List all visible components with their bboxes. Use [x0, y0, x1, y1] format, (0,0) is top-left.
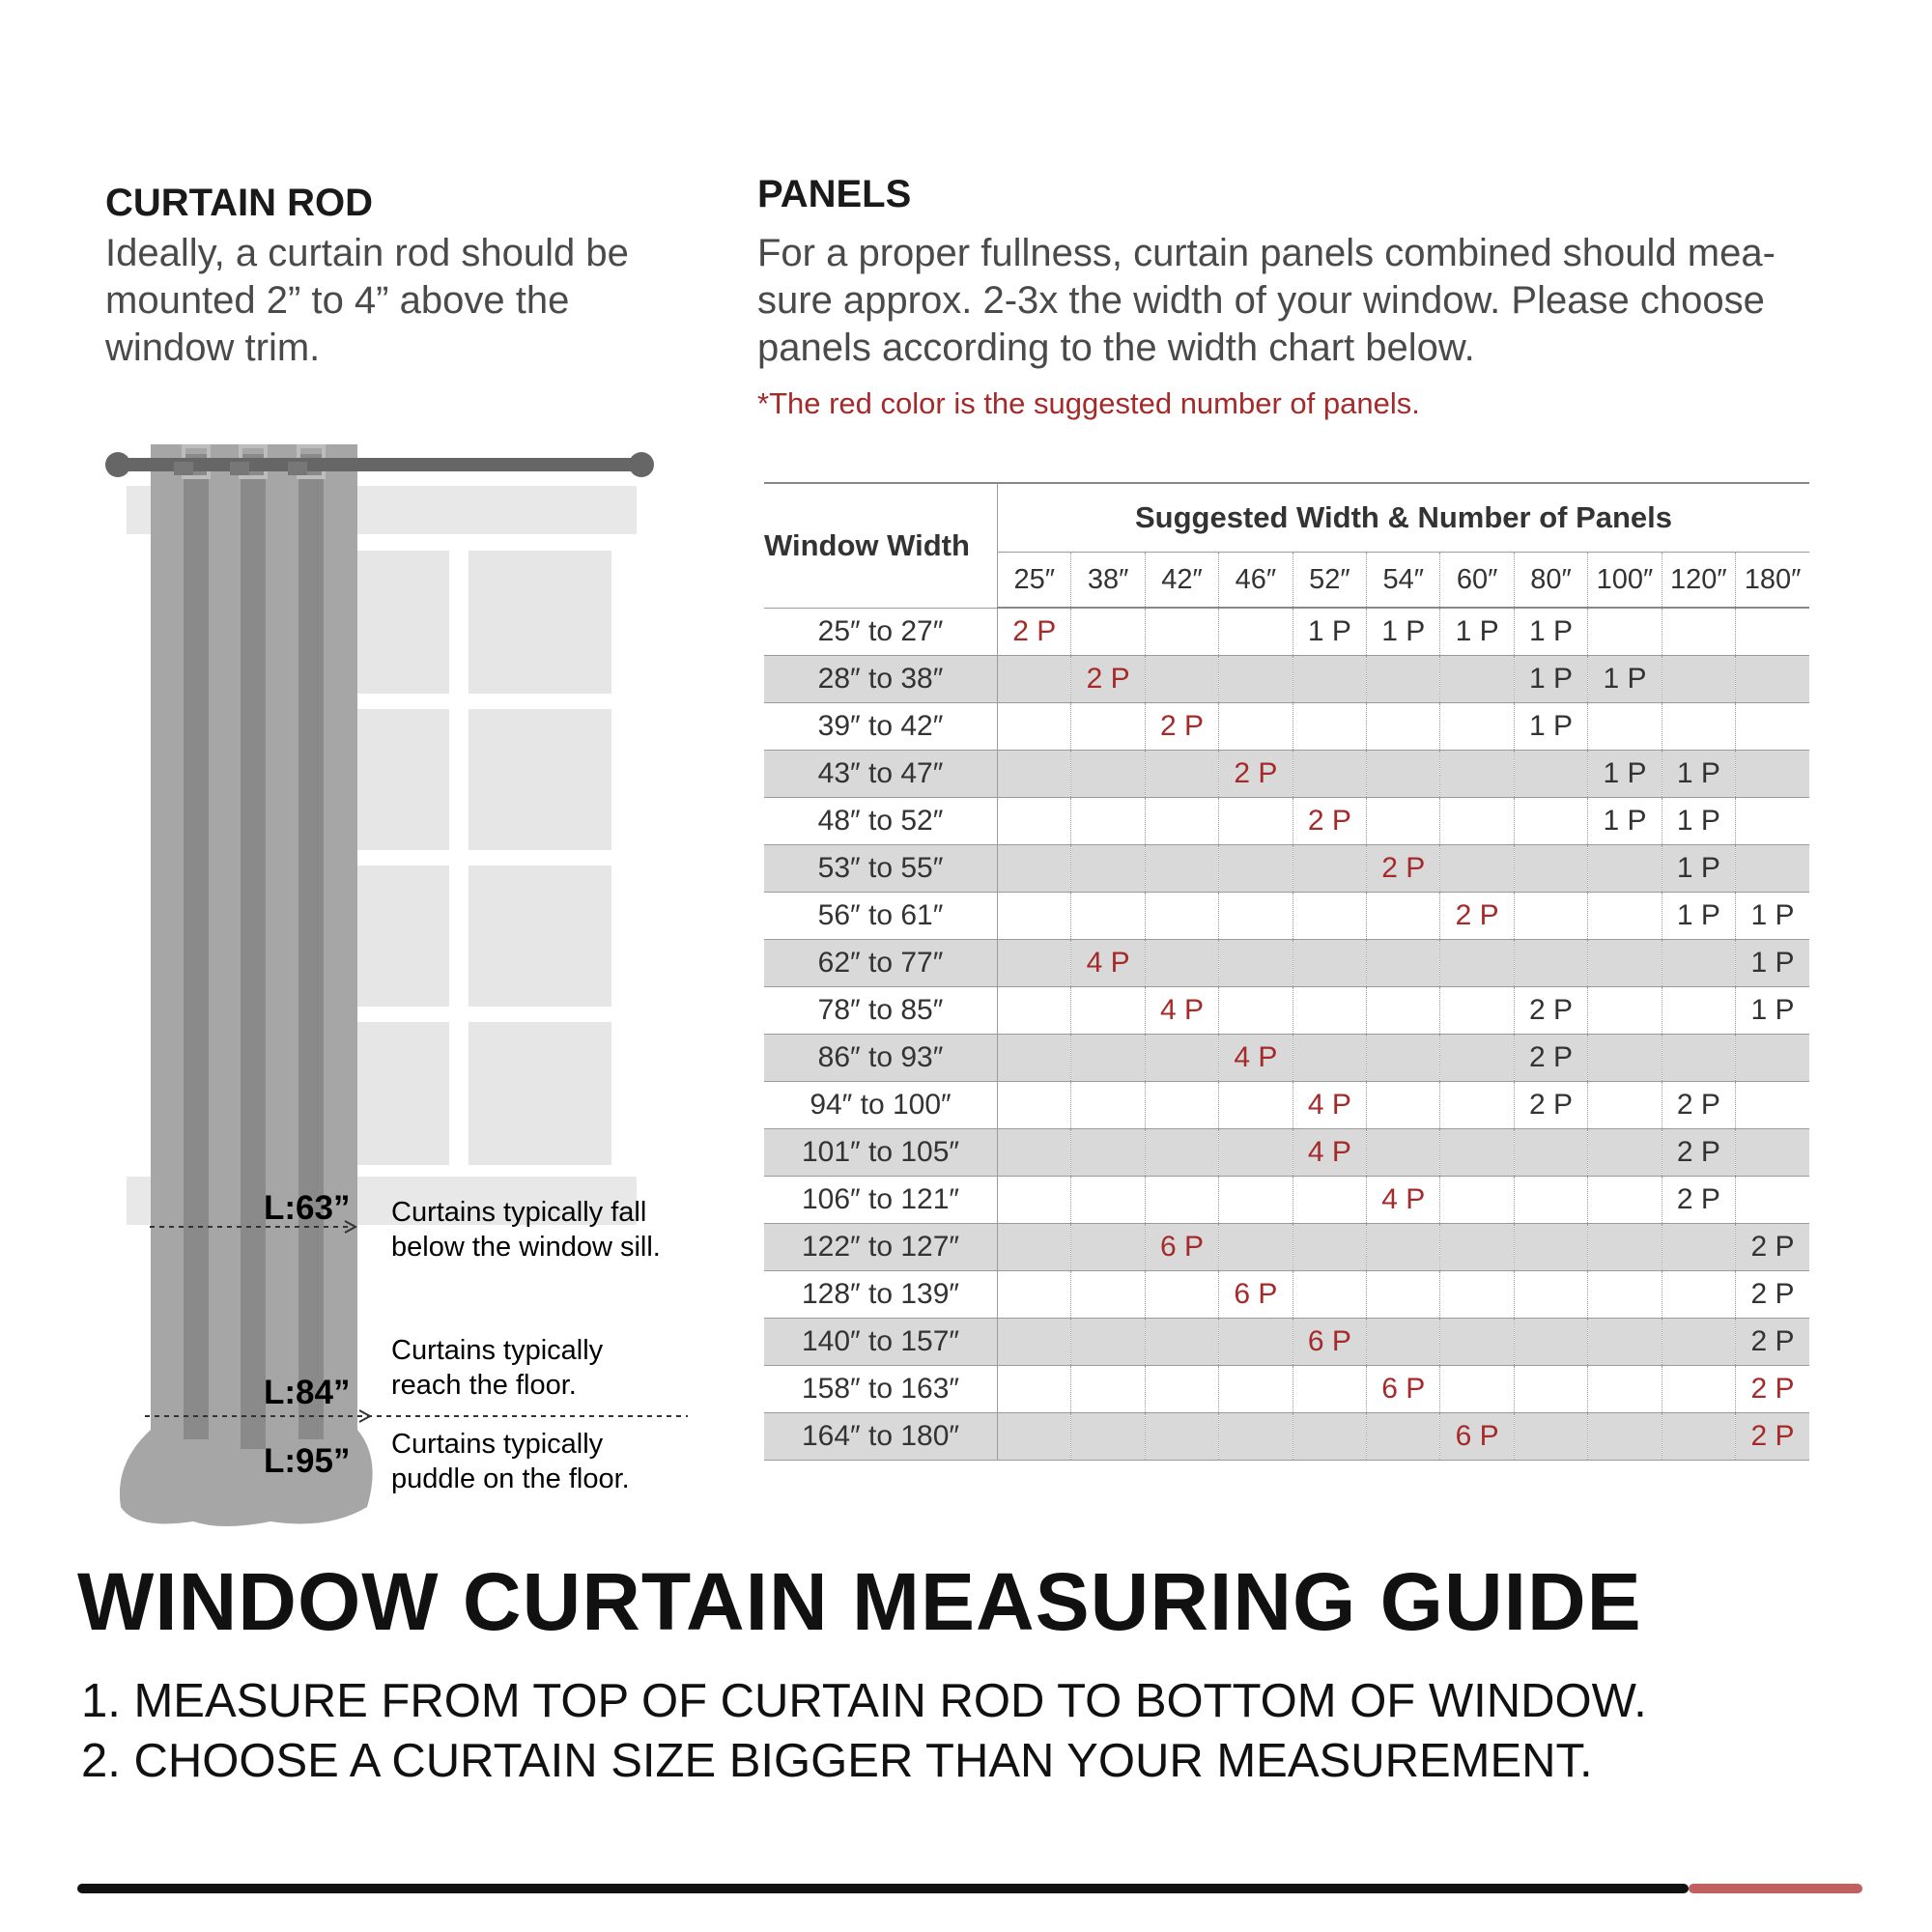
panel-count-cell	[1145, 1318, 1218, 1365]
panel-count-cell	[1588, 1318, 1662, 1365]
panel-count-cell	[1440, 1318, 1514, 1365]
window-width-range: 86″ to 93″	[764, 1034, 998, 1081]
panel-count-cell	[1588, 702, 1662, 750]
panel-count-cell: 2 P	[1514, 1081, 1587, 1128]
panel-count-cell: 6 P	[1145, 1223, 1218, 1270]
width-column-header: 80″	[1514, 553, 1587, 609]
panel-count-cell	[1367, 1412, 1440, 1460]
window-width-range: 25″ to 27″	[764, 608, 998, 655]
table-row	[764, 608, 1809, 655]
length-label-63: L:63”	[264, 1189, 351, 1227]
panel-count-cell	[1145, 844, 1218, 892]
panel-count-cell: 1 P	[1736, 986, 1809, 1034]
panel-count-cell	[1440, 844, 1514, 892]
window-width-range: 78″ to 85″	[764, 986, 998, 1034]
panel-count-cell: 4 P	[1367, 1176, 1440, 1223]
table-row	[764, 939, 1809, 986]
window-width-range: 39″ to 42″	[764, 702, 998, 750]
panel-count-cell	[1145, 750, 1218, 797]
table-row	[764, 844, 1809, 892]
panel-count-cell	[1588, 1365, 1662, 1412]
panel-count-cell: 2 P	[1440, 892, 1514, 939]
panel-count-cell: 4 P	[1071, 939, 1145, 986]
width-column-header: 180″	[1736, 553, 1809, 609]
panel-count-cell	[1367, 892, 1440, 939]
panel-count-cell	[1219, 1176, 1293, 1223]
panel-count-cell	[998, 702, 1071, 750]
panel-count-cell	[1440, 750, 1514, 797]
panel-count-cell: 2 P	[1367, 844, 1440, 892]
panel-count-cell	[1219, 892, 1293, 939]
panel-count-cell: 1 P	[1367, 608, 1440, 655]
panel-count-cell	[1367, 939, 1440, 986]
panel-count-cell	[1662, 1270, 1735, 1318]
panel-count-cell	[1514, 1412, 1587, 1460]
panel-count-cell	[1219, 1223, 1293, 1270]
panel-count-cell	[1440, 986, 1514, 1034]
panel-count-cell	[1514, 939, 1587, 986]
panel-count-cell: 2 P	[1736, 1223, 1809, 1270]
panel-count-cell	[1219, 1365, 1293, 1412]
width-column-header: 38″	[1071, 553, 1145, 609]
panel-count-cell	[1219, 844, 1293, 892]
panel-count-cell: 4 P	[1219, 1034, 1293, 1081]
panel-count-cell	[1367, 655, 1440, 702]
window-width-range: 122″ to 127″	[764, 1223, 998, 1270]
panel-count-cell	[1514, 797, 1587, 844]
panel-count-cell	[1736, 1081, 1809, 1128]
panel-count-cell: 1 P	[1662, 750, 1735, 797]
panel-count-cell: 2 P	[1514, 986, 1587, 1034]
panel-count-cell	[1588, 1270, 1662, 1318]
panel-count-cell: 2 P	[1736, 1412, 1809, 1460]
panel-count-cell: 1 P	[1662, 844, 1735, 892]
panel-count-cell	[1219, 702, 1293, 750]
panel-count-cell	[1293, 1223, 1366, 1270]
panel-count-cell	[1736, 844, 1809, 892]
panel-count-cell	[1367, 1318, 1440, 1365]
panel-count-cell	[1293, 986, 1366, 1034]
fall-text-84: reach the floor.	[391, 1370, 577, 1401]
fall-text-84: Curtains typically	[391, 1335, 604, 1366]
width-column-header: 60″	[1440, 553, 1514, 609]
table-row	[764, 1412, 1809, 1460]
panel-count-cell	[1367, 1223, 1440, 1270]
panel-count-cell	[1219, 1081, 1293, 1128]
panel-count-cell	[1219, 986, 1293, 1034]
panel-count-cell	[1071, 1081, 1145, 1128]
panel-count-cell	[1219, 797, 1293, 844]
panel-count-cell: 1 P	[1736, 892, 1809, 939]
panel-count-cell	[1293, 1270, 1366, 1318]
table-row	[764, 1223, 1809, 1270]
panel-count-cell	[1588, 1128, 1662, 1176]
panel-count-cell: 1 P	[1514, 655, 1587, 702]
curtain-panel-graphic	[120, 444, 373, 1526]
panel-count-cell	[998, 1034, 1071, 1081]
fall-text-95: Curtains typically	[391, 1429, 604, 1460]
panel-count-cell: 1 P	[1736, 939, 1809, 986]
red-color-note: *The red color is the suggested number of panels.	[757, 386, 1420, 420]
panel-count-cell: 4 P	[1145, 986, 1218, 1034]
panel-count-cell: 4 P	[1293, 1081, 1366, 1128]
table-row	[764, 702, 1809, 750]
panel-count-cell	[1145, 797, 1218, 844]
panel-count-cell	[1736, 750, 1809, 797]
panel-count-cell	[1662, 655, 1735, 702]
panel-count-cell	[1071, 1176, 1145, 1223]
panel-count-cell: 1 P	[1588, 750, 1662, 797]
panel-count-cell	[1071, 608, 1145, 655]
panel-count-cell: 4 P	[1293, 1128, 1366, 1176]
panel-count-cell	[1145, 1365, 1218, 1412]
table-row	[764, 1081, 1809, 1128]
panel-count-cell	[1071, 986, 1145, 1034]
panel-count-cell	[1736, 1176, 1809, 1223]
panels-line: For a proper fullness, curtain panels combined should mea-	[757, 232, 1776, 274]
panel-count-cell	[1514, 1128, 1587, 1176]
panel-count-cell	[1071, 750, 1145, 797]
panel-count-cell	[1588, 892, 1662, 939]
table-row	[764, 1270, 1809, 1318]
panel-count-cell	[1736, 608, 1809, 655]
fall-text-63: Curtains typically fall	[391, 1197, 647, 1228]
panel-count-cell	[1293, 655, 1366, 702]
panel-count-cell	[1071, 1223, 1145, 1270]
panel-count-cell: 1 P	[1588, 655, 1662, 702]
panel-count-cell: 6 P	[1293, 1318, 1366, 1365]
window-width-range: 56″ to 61″	[764, 892, 998, 939]
panel-count-cell	[1662, 608, 1735, 655]
panel-count-cell	[1071, 1365, 1145, 1412]
panel-count-cell	[1145, 939, 1218, 986]
panel-count-cell	[1514, 1176, 1587, 1223]
panel-count-cell	[998, 1223, 1071, 1270]
panel-count-cell	[1293, 844, 1366, 892]
table-row	[764, 1176, 1809, 1223]
panel-count-cell	[1071, 892, 1145, 939]
table-row	[764, 750, 1809, 797]
panel-count-cell	[1440, 702, 1514, 750]
panel-count-cell	[1440, 655, 1514, 702]
panel-count-cell: 2 P	[1662, 1081, 1735, 1128]
panel-count-cell: 1 P	[1293, 608, 1366, 655]
panel-count-cell	[1071, 1412, 1145, 1460]
panel-count-cell	[1071, 844, 1145, 892]
panel-count-cell	[1293, 939, 1366, 986]
panel-count-cell	[1071, 1270, 1145, 1318]
panel-count-cell	[998, 1270, 1071, 1318]
panel-count-cell	[998, 892, 1071, 939]
width-column-header: 46″	[1219, 553, 1293, 609]
panel-count-cell	[1662, 939, 1735, 986]
panel-count-cell: 2 P	[1219, 750, 1293, 797]
panel-count-cell	[1588, 608, 1662, 655]
window-width-range: 101″ to 105″	[764, 1128, 998, 1176]
panel-width-chart	[764, 482, 1809, 1461]
panel-count-cell	[1367, 702, 1440, 750]
panel-count-cell	[998, 844, 1071, 892]
window-width-range: 158″ to 163″	[764, 1365, 998, 1412]
panel-count-cell	[1588, 1412, 1662, 1460]
panel-count-cell	[1588, 1223, 1662, 1270]
panel-count-cell	[1367, 1081, 1440, 1128]
panel-count-cell	[1440, 1176, 1514, 1223]
panel-count-cell	[1219, 1412, 1293, 1460]
window-width-range: 48″ to 52″	[764, 797, 998, 844]
panel-count-cell	[1440, 1034, 1514, 1081]
panel-count-cell	[1219, 1318, 1293, 1365]
panel-count-cell	[1367, 797, 1440, 844]
window-width-range: 43″ to 47″	[764, 750, 998, 797]
width-column-header: 25″	[998, 553, 1071, 609]
panel-count-cell	[1219, 939, 1293, 986]
panel-count-cell: 2 P	[1662, 1128, 1735, 1176]
panel-count-cell	[1736, 655, 1809, 702]
rod-line: Ideally, a curtain rod should be	[105, 232, 629, 274]
panel-count-cell	[1219, 655, 1293, 702]
panel-count-cell	[1440, 1081, 1514, 1128]
panel-count-cell	[1514, 1365, 1587, 1412]
panel-count-cell	[1440, 1128, 1514, 1176]
panel-count-cell	[998, 1412, 1071, 1460]
panel-count-cell	[1588, 939, 1662, 986]
panel-count-cell	[1736, 1128, 1809, 1176]
panel-count-cell	[1440, 797, 1514, 844]
panel-count-cell	[1514, 892, 1587, 939]
panel-count-cell	[1367, 1128, 1440, 1176]
panel-count-cell	[1662, 1034, 1735, 1081]
table-row	[764, 1318, 1809, 1365]
panel-count-cell	[1440, 1365, 1514, 1412]
window-width-range: 94″ to 100″	[764, 1081, 998, 1128]
table-row	[764, 797, 1809, 844]
curtain-illustration	[0, 415, 734, 1555]
panel-count-cell	[998, 1365, 1071, 1412]
panel-count-cell: 2 P	[1736, 1318, 1809, 1365]
table-row	[764, 986, 1809, 1034]
panel-count-cell	[1736, 797, 1809, 844]
panel-count-cell: 2 P	[1736, 1365, 1809, 1412]
footer-bar-red	[1689, 1884, 1862, 1893]
table-body	[764, 608, 1809, 1460]
panel-count-cell: 1 P	[1662, 797, 1735, 844]
panel-count-cell: 2 P	[1662, 1176, 1735, 1223]
panel-count-cell	[1145, 608, 1218, 655]
panel-count-cell	[1293, 702, 1366, 750]
panel-count-cell	[1145, 1128, 1218, 1176]
panels-line: sure approx. 2-3x the width of your window. Please choose	[757, 279, 1765, 322]
length-label-84: L:84”	[264, 1374, 351, 1411]
panel-count-cell: 2 P	[1071, 655, 1145, 702]
window-width-range: 53″ to 55″	[764, 844, 998, 892]
panel-count-cell	[1145, 1412, 1218, 1460]
window-width-range: 128″ to 139″	[764, 1270, 998, 1318]
panel-count-cell: 2 P	[1736, 1270, 1809, 1318]
width-column-header: 52″	[1293, 553, 1366, 609]
panel-count-cell	[1736, 1034, 1809, 1081]
panel-count-cell	[1293, 1034, 1366, 1081]
panel-count-cell: 2 P	[998, 608, 1071, 655]
panel-count-cell	[1588, 1081, 1662, 1128]
panel-count-cell	[1071, 1318, 1145, 1365]
panel-count-cell	[998, 750, 1071, 797]
table-row	[764, 1128, 1809, 1176]
panel-count-cell	[1662, 1365, 1735, 1412]
panel-count-cell: 1 P	[1440, 608, 1514, 655]
panel-count-cell	[1440, 1223, 1514, 1270]
panel-count-cell	[1514, 1270, 1587, 1318]
panel-count-cell	[1219, 1128, 1293, 1176]
footer-bar-black	[77, 1884, 1689, 1893]
panel-count-cell	[1662, 1318, 1735, 1365]
panel-count-cell	[1662, 702, 1735, 750]
panel-count-cell	[998, 1128, 1071, 1176]
panel-count-cell: 1 P	[1514, 702, 1587, 750]
table-row	[764, 1365, 1809, 1412]
width-column-header: 120″	[1662, 553, 1735, 609]
panels-line: panels according to the width chart below.	[757, 327, 1475, 369]
panels-description	[757, 230, 1820, 372]
panel-count-cell	[1071, 797, 1145, 844]
curtain-rod-title: CURTAIN ROD	[105, 182, 374, 224]
panel-count-cell	[1514, 844, 1587, 892]
rod-line: mounted 2” to 4” above the	[105, 279, 570, 322]
panel-count-cell	[1293, 750, 1366, 797]
panel-count-cell	[1367, 1270, 1440, 1318]
panel-count-cell: 1 P	[1588, 797, 1662, 844]
panel-count-cell	[1367, 750, 1440, 797]
panel-count-cell	[998, 1318, 1071, 1365]
panel-count-cell: 2 P	[1514, 1034, 1587, 1081]
panel-count-cell	[998, 797, 1071, 844]
width-column-header: 42″	[1145, 553, 1218, 609]
window-width-range: 28″ to 38″	[764, 655, 998, 702]
panel-count-cell	[1367, 1034, 1440, 1081]
panel-count-cell	[1514, 1318, 1587, 1365]
panels-title: PANELS	[757, 173, 912, 215]
window-width-header: Window Width	[764, 483, 998, 608]
curtain-rod-description	[105, 230, 685, 372]
panel-count-cell	[1293, 892, 1366, 939]
panel-count-cell	[1219, 608, 1293, 655]
panel-count-cell	[1293, 1412, 1366, 1460]
panel-count-cell: 1 P	[1662, 892, 1735, 939]
panel-count-cell	[998, 1081, 1071, 1128]
table-row	[764, 892, 1809, 939]
window-width-range: 164″ to 180″	[764, 1412, 998, 1460]
window-width-range: 106″ to 121″	[764, 1176, 998, 1223]
window-width-range: 62″ to 77″	[764, 939, 998, 986]
panel-count-cell	[1071, 702, 1145, 750]
suggested-width-header: Suggested Width & Number of Panels	[998, 483, 1810, 553]
steps-list	[81, 1671, 1647, 1791]
panel-count-cell	[1293, 1365, 1366, 1412]
rod-line: window trim.	[105, 327, 321, 369]
fall-text-95: puddle on the floor.	[391, 1463, 630, 1494]
panel-count-cell: 6 P	[1440, 1412, 1514, 1460]
panel-count-cell	[1440, 939, 1514, 986]
panel-count-cell	[1145, 1176, 1218, 1223]
panel-count-cell: 2 P	[1293, 797, 1366, 844]
panel-count-cell: 2 P	[1145, 702, 1218, 750]
panel-count-cell	[1367, 986, 1440, 1034]
panel-count-cell	[1145, 1034, 1218, 1081]
panel-count-cell	[1145, 892, 1218, 939]
length-label-95: L:95”	[264, 1442, 351, 1480]
step-1: 1. MEASURE FROM TOP OF CURTAIN ROD TO BOTTOM OF WINDOW.	[81, 1675, 1647, 1727]
width-column-header: 100″	[1588, 553, 1662, 609]
panel-count-cell	[1071, 1128, 1145, 1176]
panel-count-cell	[1145, 655, 1218, 702]
panel-count-cell: 6 P	[1219, 1270, 1293, 1318]
panel-count-cell	[1145, 1270, 1218, 1318]
panel-count-cell	[1662, 1412, 1735, 1460]
panel-count-cell	[1662, 1223, 1735, 1270]
window-width-range: 140″ to 157″	[764, 1318, 998, 1365]
panel-count-cell	[1736, 702, 1809, 750]
panel-count-cell	[1588, 844, 1662, 892]
panel-count-cell	[1588, 1176, 1662, 1223]
fall-text-63: below the window sill.	[391, 1232, 661, 1263]
width-column-header: 54″	[1367, 553, 1440, 609]
panel-count-cell: 1 P	[1514, 608, 1587, 655]
panel-count-cell	[1514, 750, 1587, 797]
panel-count-cell	[1145, 1081, 1218, 1128]
panel-count-cell	[1440, 1270, 1514, 1318]
panel-count-cell	[1293, 1176, 1366, 1223]
panel-count-cell	[998, 986, 1071, 1034]
panel-count-cell	[1588, 986, 1662, 1034]
guide-title: WINDOW CURTAIN MEASURING GUIDE	[77, 1556, 1642, 1647]
panel-count-cell	[1514, 1223, 1587, 1270]
step-2: 2. CHOOSE A CURTAIN SIZE BIGGER THAN YOUR MEASUREMENT.	[81, 1735, 1593, 1787]
panel-count-cell	[998, 1176, 1071, 1223]
panel-count-cell	[998, 655, 1071, 702]
table-row	[764, 655, 1809, 702]
panel-count-cell	[1662, 986, 1735, 1034]
panel-count-cell: 6 P	[1367, 1365, 1440, 1412]
panel-count-cell	[1071, 1034, 1145, 1081]
panel-count-cell	[1588, 1034, 1662, 1081]
table-row	[764, 1034, 1809, 1081]
panel-count-cell	[998, 939, 1071, 986]
